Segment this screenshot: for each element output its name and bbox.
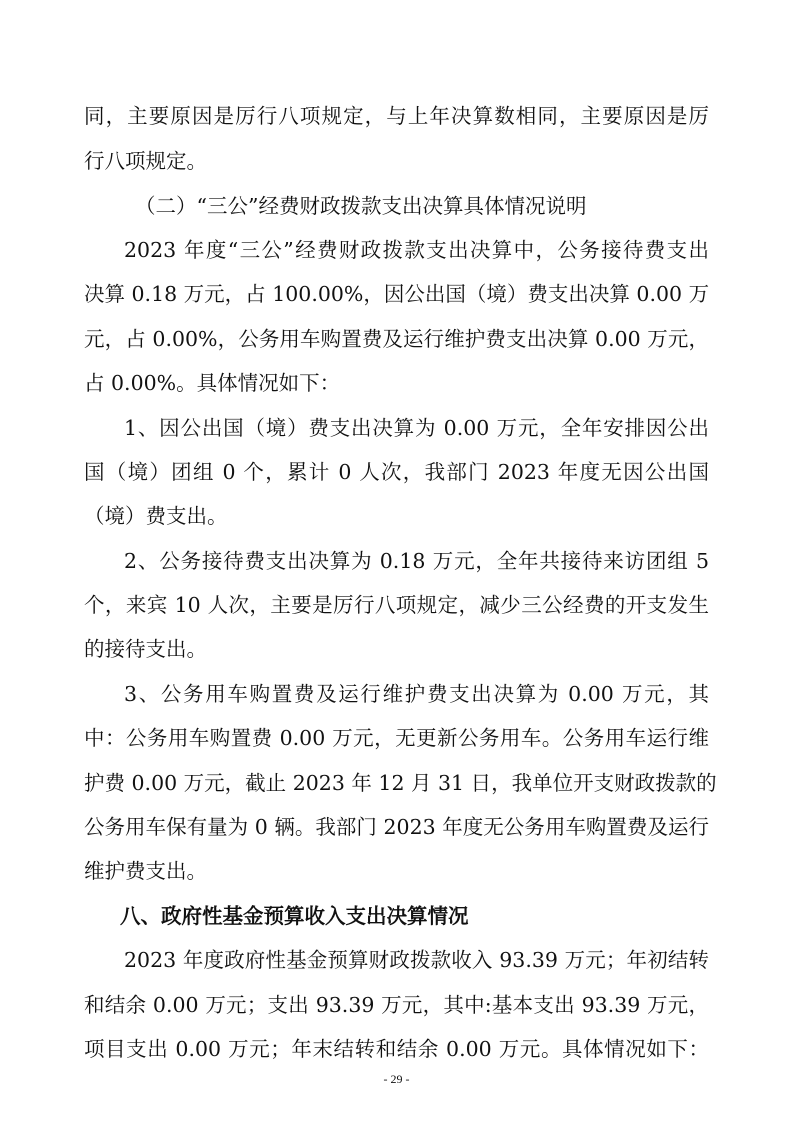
paragraph-line: 占 0.00%。具体情况如下： (84, 371, 341, 395)
paragraph-line: 护费 0.00 万元，截止 2023 年 12 月 31 日，我单位开支财政拨款的 (84, 771, 717, 795)
paragraph-line: 元，占 0.00%，公务用车购置费及运行维护费支出决算 0.00 万元， (84, 327, 709, 351)
paragraph-line: 行八项规定。 (84, 149, 207, 173)
paragraph-line: 决算 0.18 万元，占 100.00%，因公出国（境）费支出决算 0.00 万 (84, 282, 710, 306)
paragraph-line: 和结余 0.00 万元；支出 93.39 万元，其中:基本支出 93.39 万元， (84, 993, 709, 1017)
section-heading: 八、政府性基金预算收入支出决算情况 (120, 904, 469, 928)
paragraph-line: 的接待支出。 (84, 637, 207, 661)
paragraph-line: （境）费支出。 (84, 504, 228, 528)
paragraph-line: 项目支出 0.00 万元；年末结转和结余 0.00 万元。具体情况如下： (84, 1037, 709, 1061)
page-number: - 29 - (383, 1072, 410, 1086)
section-subheading: （二）“三公”经费财政拨款支出决算具体情况说明 (135, 194, 587, 218)
paragraph-line: 中：公务用车购置费 0.00 万元，无更新公务用车。公务用车运行维 (84, 726, 709, 750)
paragraph-line: 同，主要原因是厉行八项规定，与上年决算数相同，主要原因是厉 (84, 104, 709, 128)
paragraph-line: 国（境）团组 0 个，累计 0 人次，我部门 2023 年度无因公出国 (84, 460, 709, 484)
paragraph-line: 2023 年度“三公”经费财政拨款支出决算中，公务接待费支出 (124, 238, 709, 262)
paragraph-line: 3、公务用车购置费及运行维护费支出决算为 0.00 万元，其 (124, 682, 709, 706)
paragraph-line: 2023 年度政府性基金预算财政拨款收入 93.39 万元；年初结转 (124, 948, 709, 972)
paragraph-line: 2、公务接待费支出决算为 0.18 万元，全年共接待来访团组 5 (124, 549, 709, 573)
paragraph-line: 1、因公出国（境）费支出决算为 0.00 万元，全年安排因公出 (124, 416, 709, 440)
paragraph-line: 公务用车保有量为 0 辆。我部门 2023 年度无公务用车购置费及运行 (84, 815, 709, 839)
paragraph-line: 个，来宾 10 人次，主要是厉行八项规定，减少三公经费的开支发生 (84, 593, 709, 617)
paragraph-line: 维护费支出。 (84, 859, 207, 883)
